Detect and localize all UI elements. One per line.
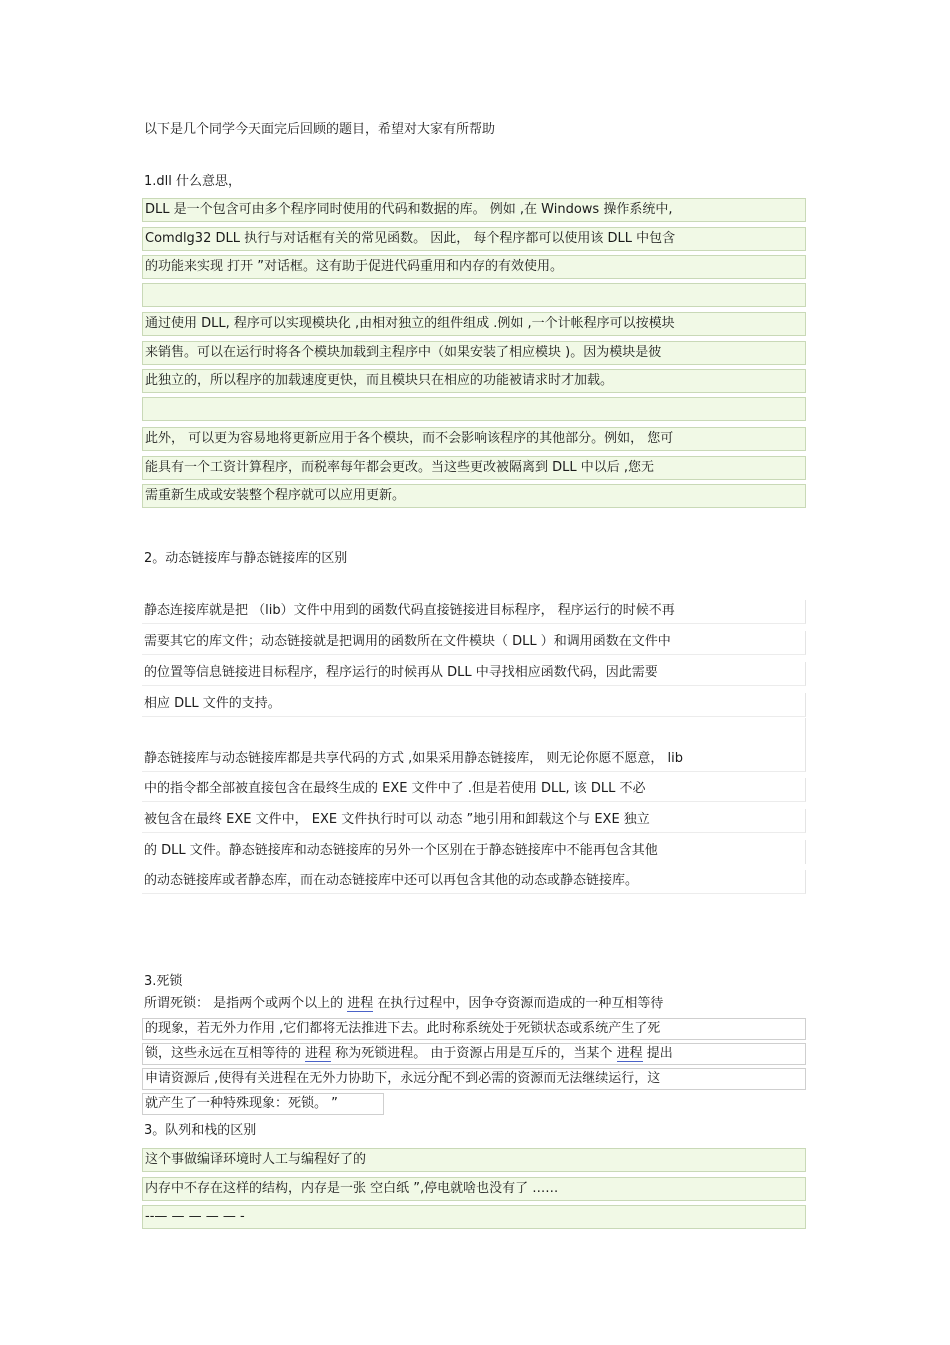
section-1-heading: 1.dll 什么意思，: [144, 174, 242, 189]
process-link[interactable]: 进程: [347, 996, 374, 1011]
s3-line-2: 的现象，若无外力作用 ,它们都将无法推进下去。此时称系统处于死锁状态或系统产生了死: [142, 1018, 806, 1040]
s2-line-9: 的动态链接库或者静态库，而在动态链接库中还可以再包含其他的动态或静态链接库。: [142, 870, 806, 894]
s1-line-9: 此外， 可以更为容易地将更新应用于各个模块，而不会影响该程序的其他部分。例如， 您可: [142, 427, 806, 451]
s4-line-2: 内存中不存在这样的结构，内存是一张 空白纸 ”,停电就啥也没有了 ……: [142, 1177, 806, 1201]
s1-line-7: 此独立的，所以程序的加载速度更快，而且模块只在相应的功能被请求时才加载。: [142, 369, 806, 393]
s3-line-1: [144, 995, 663, 1013]
s2-line-3: 的位置等信息链接进目标程序，程序运行的时候再从 DLL 中寻找相应函数代码，因此需要: [142, 662, 806, 686]
s1-line-5: 通过使用 DLL, 程序可以实现模块化 ,由相对独立的组件组成 .例如 ,一个计帐程序可以按模块: [142, 312, 806, 336]
section-3-heading: 3.死锁: [144, 974, 183, 989]
s2-line-2: 需要其它的库文件；动态链接就是把调用的函数所在文件模块（ DLL ）和调用函数在文件中: [142, 631, 806, 655]
section-4-heading: 3。队列和栈的区别: [144, 1123, 257, 1138]
s1-line-1: DLL 是一个包含可由多个程序同时使用的代码和数据的库。 例如 ,在 Windows 操作系统中,: [142, 198, 806, 222]
process-link[interactable]: 进程: [305, 1046, 332, 1061]
process-link[interactable]: 进程: [616, 1046, 643, 1061]
s4-line-3: --— — — — — -: [142, 1205, 806, 1229]
s3-line-3-start: 锁，这些永远在互相等待的: [145, 1046, 306, 1061]
s1-blank-row: [142, 397, 806, 421]
s3-line-3-mid: 称为死锁进程。 由于资源占用是互斥的，当某个: [331, 1046, 617, 1061]
s3-line-5: 就产生了一种特殊现象：死锁。 ”: [142, 1093, 384, 1115]
section-2-heading: 2。动态链接库与静态链接库的区别: [144, 551, 348, 566]
s1-line-6: 来销售。可以在运行时将各个模块加载到主程序中（如果安装了相应模块 )。因为模块是彼: [142, 341, 806, 365]
s1-line-3: 的功能来实现 打开 ”对话框。这有助于促进代码重用和内存的有效使用。: [142, 255, 806, 279]
intro-text: 以下是几个同学今天面完后回顾的题目，希望对大家有所帮助: [144, 122, 496, 137]
s2-line-8: 的 DLL 文件。静态链接库和动态链接库的另外一个区别在于静态链接库中不能再包含其他: [142, 840, 806, 864]
s1-blank-row: [142, 283, 806, 307]
s1-line-11: 需重新生成或安装整个程序就可以应用更新。: [142, 484, 806, 508]
s4-line-1: 这个事做编译环境时人工与编程好了的: [142, 1148, 806, 1172]
s1-line-2: Comdlg32 DLL 执行与对话框有关的常见函数。 因此， 每个程序都可以使用该 DLL 中包含: [142, 227, 806, 251]
s1-line-10: 能具有一个工资计算程序，而税率每年都会更改。当这些更改被隔离到 DLL 中以后 ,您无: [142, 456, 806, 480]
s2-line-6: 中的指令都全部被直接包含在最终生成的 EXE 文件中了 .但是若使用 DLL, 该 DLL 不必: [142, 778, 806, 802]
s2-line-5: 静态链接库与动态链接库都是共享代码的方式 ,如果采用静态链接库， 则无论你愿不愿意， lib: [142, 748, 806, 772]
s2-line-1: 静态连接库就是把 （lib）文件中用到的函数代码直接链接进目标程序， 程序运行的时候不再: [142, 600, 806, 624]
s2-line-4: 相应 DLL 文件的支持。: [142, 693, 806, 717]
s3-line-3: [142, 1043, 806, 1065]
s3-line-3-end: 提出: [642, 1046, 673, 1061]
s3-line-1-start: 所谓死锁： 是指两个或两个以上的: [144, 996, 348, 1011]
s3-line-4: 申请资源后 ,使得有关进程在无外力协助下，永远分配不到必需的资源而无法继续运行，这: [142, 1068, 806, 1090]
s2-line-7: 被包含在最终 EXE 文件中， EXE 文件执行时可以 动态 ”地引用和卸载这个与 EXE 独立: [142, 809, 806, 833]
s2-spacer: [142, 718, 806, 748]
s3-line-1-end: 在执行过程中，因争夺资源而造成的一种互相等待: [373, 996, 664, 1011]
